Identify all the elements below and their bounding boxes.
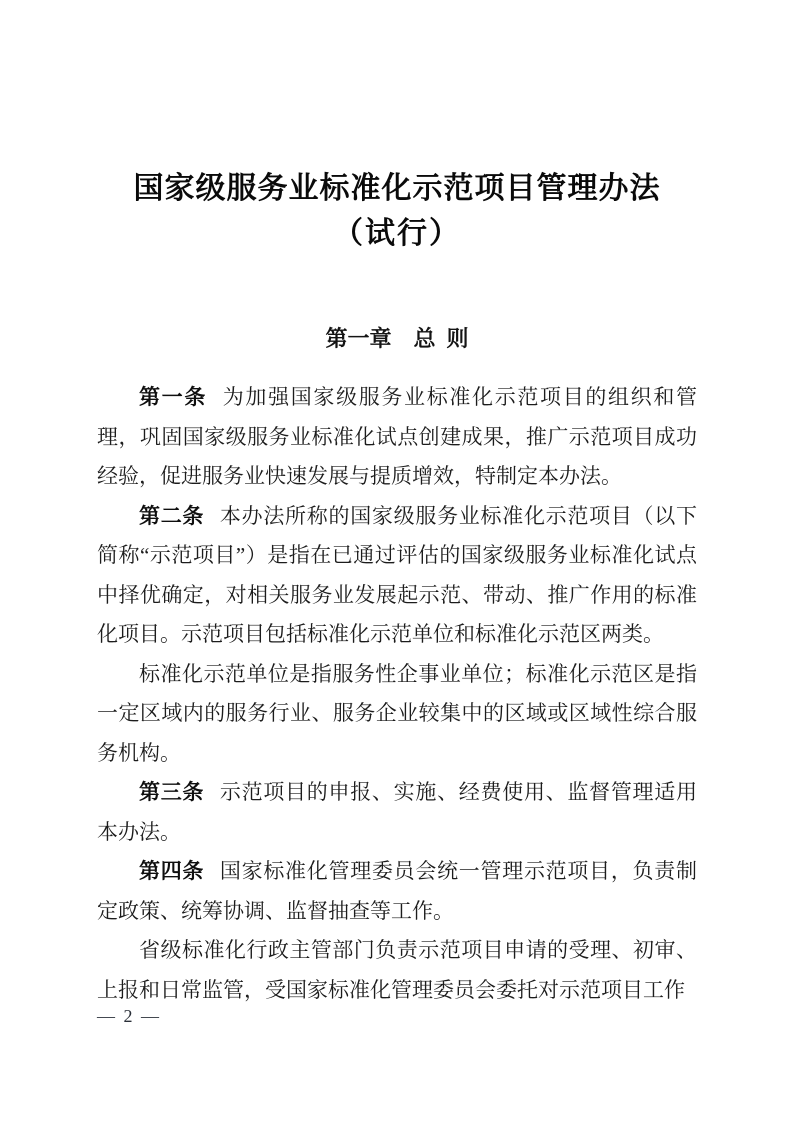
paragraph-6-text: 省级标准化行政主管部门负责示范项目申请的受理、初审、上报和日常监管，受国家标准化管理委员会委托对示范项目工作	[97, 938, 697, 1002]
article-2-number: 第二条	[139, 503, 205, 528]
paragraph-article-3	[97, 773, 697, 852]
article-2-text: 本办法所称的国家级服务业标准化示范项目（以下简称“示范项目”）是指在已通过评估的国家级服务业标准化试点中择优确定，对相关服务业发展起示范、带动、推广作用的标准化项目。示范项目包括标准化示范单位和标准化示范区两类。	[97, 503, 697, 646]
body-text	[97, 378, 697, 1010]
document-content	[97, 0, 697, 1010]
chapter-heading: 第一章 总 则	[325, 326, 469, 351]
article-3-text: 示范项目的申报、实施、经费使用、监督管理适用本办法。	[97, 780, 697, 844]
article-3-number: 第三条	[139, 780, 205, 804]
article-4-number: 第四条	[139, 859, 205, 883]
article-1-number: 第一条	[139, 385, 207, 409]
paragraph-article-1	[97, 378, 697, 497]
article-4-text: 国家标准化管理委员会统一管理示范项目，负责制定政策、统筹协调、监督抽查等工作。	[97, 859, 697, 923]
paragraph-article-2-continued	[97, 655, 697, 774]
paragraph-article-4	[97, 852, 697, 931]
article-1-text: 为加强国家级服务业标准化示范项目的组织和管理，巩固国家级服务业标准化试点创建成果，推广示范项目成功经验，促进服务业快速发展与提质增效，特制定本办法。	[97, 385, 698, 488]
page-number: — 2 —	[97, 1006, 161, 1026]
paragraph-article-4-continued	[97, 931, 697, 1010]
paragraph-article-2	[97, 497, 697, 655]
document-subtitle: （试行）	[333, 217, 461, 250]
document-title: 国家级服务业标准化示范项目管理办法	[133, 172, 661, 205]
paragraph-3-text: 标准化示范单位是指服务性企事业单位；标准化示范区是指一定区域内的服务行业、服务企业较集中的区域或区域性综合服务机构。	[97, 661, 697, 765]
